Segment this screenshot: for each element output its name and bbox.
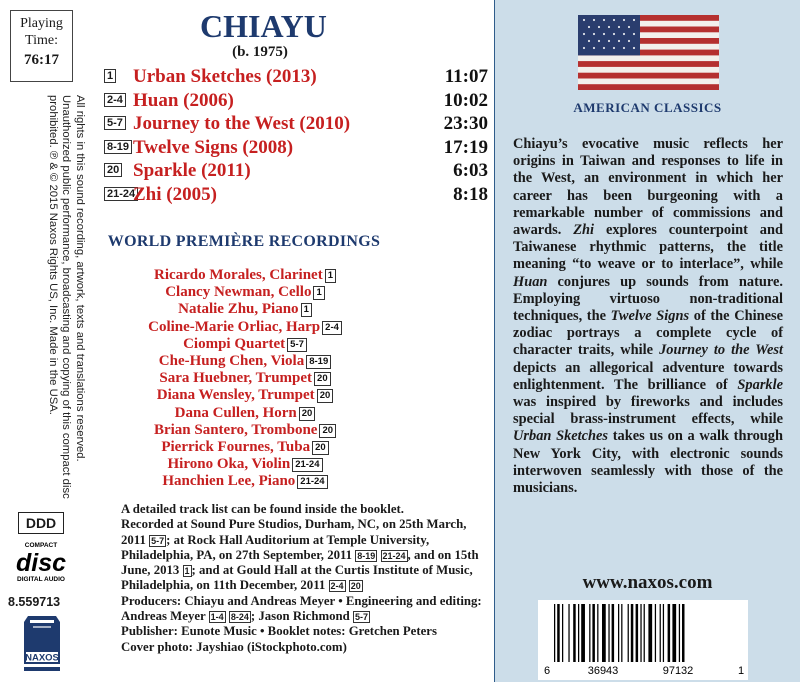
performer-tracks: 20 [319, 424, 336, 438]
performer-name: Coline-Marie Orliac, Harp [148, 318, 321, 335]
performer-tracks: 1 [325, 269, 336, 283]
performer-tracks: 1 [313, 286, 324, 300]
performer-tracks: 1 [301, 303, 312, 317]
barcode-bar [660, 604, 661, 662]
recording-info: Recorded at Sound Pure Studios, Durham, NC, on 25th March, 2011 5-7 ; at Rock Hall Auditorium at Temple University, Philadelphia, PA, on 27th September, 2011 8-19 21-24 , and on 15th June, 2013 1 ; and at Gould Hall at the Curtis Institute of Music, Philadelphia, on 11th December, 2011 2-4 20 [121, 517, 479, 593]
track-row [104, 137, 488, 161]
ddd-badge: DDD [18, 512, 64, 534]
producers-info: Producers: Chiayu and Andreas Meyer • Engineering and editing: Andreas Meyer 1-4 8-24 ; Jason Richmond 5-7 [121, 593, 482, 624]
track-duration: 17:19 [443, 136, 488, 158]
barcode-bar [668, 604, 671, 662]
track-duration: 10:02 [443, 89, 488, 111]
cd-logo-line3: DIGITAL AUDIO [17, 576, 65, 583]
barcode-bar [655, 604, 656, 662]
performer-item [100, 439, 390, 456]
playing-time-label-2: Time: [25, 33, 58, 48]
track-duration: 8:18 [453, 183, 488, 205]
barcode-bar [618, 604, 619, 662]
playing-time-box [10, 10, 73, 82]
track-ref: 5-7 [354, 612, 368, 623]
performer-name: Ciompi Quartet [183, 335, 286, 352]
composer-name: CHIAYU [200, 8, 327, 44]
barcode-bar [581, 604, 585, 662]
premiere-heading: WORLD PREMIÈRE RECORDINGS [107, 233, 381, 250]
barcode-bar [557, 604, 560, 662]
performer-name: Hirono Oka, Violin [167, 456, 291, 473]
american-classics-label: AMERICAN CLASSICS [573, 100, 722, 115]
performer-item [100, 422, 390, 439]
performer-item [100, 370, 390, 387]
track-number: 8-19 [104, 140, 132, 154]
track-ref: 20 [350, 581, 361, 592]
performer-item [100, 405, 390, 422]
track-row [104, 90, 488, 114]
performer-list [100, 267, 390, 491]
barcode-bar [602, 604, 606, 662]
barcode-digit-first: 6 [544, 665, 551, 677]
track-duration: 11:07 [444, 66, 488, 87]
barcode-bar [631, 604, 634, 662]
cover-photo-credit: Cover photo: Jayshiao (iStockphoto.com) [121, 639, 347, 654]
track-title: Journey to the West (2010) [133, 113, 351, 134]
track-ref: 1 [184, 566, 190, 577]
performer-item [100, 267, 390, 284]
track-title: Urban Sketches (2013) [133, 66, 317, 87]
track-title: Twelve Signs (2008) [133, 136, 294, 158]
performer-item [100, 353, 390, 370]
playing-time-label-1: Playing [20, 16, 63, 31]
performer-name: Clancy Newman, Cello [165, 284, 312, 301]
track-number: 2-4 [104, 93, 126, 107]
track-row [104, 113, 488, 137]
performer-name: Sara Huebner, Trumpet [159, 370, 313, 387]
barcode-bar [621, 604, 622, 662]
barcode-bar [663, 604, 664, 662]
barcode-bar [589, 604, 590, 662]
compact-disc-logo [14, 540, 68, 584]
track-ref: 1-4 [210, 612, 224, 623]
cd-logo-line2: disc [15, 549, 67, 577]
playing-time-value: 76:17 [24, 52, 59, 68]
performer-item [100, 456, 390, 473]
track-ref: 21-24 [382, 550, 406, 561]
track-title: Huan (2006) [133, 89, 234, 111]
barcode-bar [578, 604, 579, 662]
performer-item [100, 473, 390, 490]
track-title: Zhi (2005) [133, 183, 217, 205]
performer-item [100, 284, 390, 301]
barcode-bar [612, 604, 615, 662]
performer-tracks: 2-4 [322, 321, 342, 335]
performer-name: Che-Hung Chen, Viola [158, 353, 305, 370]
album-description: Chiayu’s evocative music reflects her origins in Taiwan and responses to life in the West, an environment in which her career has been burgeoning with a remarkable number of commissions and awards. Zhi explores counterpoint and Taiwanese rhythmic patterns, the title meaning “to weave or to interlace”, while Huan conjures up sounds from nature. Employing virtuoso non-traditional techniques, the Twelve Signs of the Chinese zodiac portrays a complete cycle of character traits, while Journey to the West depicts an allegorical adventure towards enlightenment. The brilliance of Sparkle was inspired by fireworks and includes special brass-instrument effects, while Urban Sketches takes us on a walk through New York City, with electronic sounds interwoven seamlessly with those of the musicians. [513, 136, 783, 497]
naxos-logo-text: NAXOS [25, 652, 59, 664]
recording-notes [121, 502, 491, 655]
performer-tracks: 20 [317, 389, 334, 403]
performer-item [100, 319, 390, 336]
performer-item [100, 336, 390, 353]
performer-tracks: 20 [314, 372, 331, 386]
barcode-bar [672, 604, 676, 662]
barcode [538, 600, 748, 680]
performer-name: Brian Santero, Trombone [153, 421, 318, 438]
track-number: 21-24 [104, 187, 138, 201]
performer-tracks: 20 [312, 441, 329, 455]
track-title: Sparkle (2011) [133, 160, 251, 181]
barcode-bar [608, 604, 609, 662]
website-url: www.naxos.com [582, 572, 713, 593]
track-duration: 23:30 [443, 113, 488, 134]
track-number: 20 [104, 163, 122, 177]
barcode-bar [644, 604, 645, 662]
composer-dates: (b. 1975) [232, 44, 288, 60]
performer-name: Ricardo Morales, Clarinet [153, 267, 323, 283]
barcode-group2: 97132 [662, 665, 694, 677]
cd-logo-line1: COMPACT [24, 542, 58, 549]
performer-name: Pierrick Fournes, Tuba [161, 439, 311, 456]
barcode-bar [682, 604, 685, 662]
barcode-bar [562, 604, 563, 662]
track-ref: 5-7 [151, 535, 165, 546]
performer-tracks: 21-24 [292, 458, 322, 472]
performer-tracks: 21-24 [297, 475, 327, 489]
barcode-digit-last: 1 [738, 665, 745, 677]
track-number: 5-7 [104, 116, 126, 130]
barcode-bar [554, 604, 555, 662]
performer-name: Diana Wensley, Trumpet [156, 387, 315, 404]
track-ref: 2-4 [330, 581, 344, 592]
publisher-info: Publisher: Eunote Music • Booklet notes: Gretchen Peters [121, 624, 437, 639]
track-list [104, 66, 488, 207]
barcode-bar [679, 604, 680, 662]
barcode-bar [573, 604, 576, 662]
performer-item [100, 387, 390, 404]
performer-name: Hanchien Lee, Piano [162, 473, 296, 490]
catalog-number: 8.559713 [8, 595, 61, 609]
naxos-logo [20, 612, 64, 676]
barcode-bar [628, 604, 629, 662]
american-flag-image [578, 15, 719, 90]
barcode-bar [640, 604, 641, 662]
barcode-bar [648, 604, 652, 662]
track-row [104, 66, 488, 90]
barcode-bar [636, 604, 639, 662]
performer-name: Dana Cullen, Horn [174, 404, 297, 421]
barcode-bar [592, 604, 595, 662]
performer-tracks: 5-7 [287, 338, 307, 352]
track-row [104, 160, 488, 184]
track-number: 1 [104, 69, 116, 83]
track-duration: 6:03 [453, 160, 488, 181]
track-row [104, 184, 488, 208]
barcode-bar [597, 604, 598, 662]
barcode-group1: 36943 [587, 665, 619, 677]
performer-item [100, 301, 390, 318]
booklet-note: A detailed track list can be found inside the booklet. [121, 502, 404, 516]
performer-tracks: 8-19 [306, 355, 331, 369]
barcode-bar [568, 604, 569, 662]
track-ref: 8-19 [357, 550, 376, 561]
track-ref: 8-24 [230, 612, 249, 623]
performer-name: Natalie Zhu, Piano [178, 301, 299, 318]
performer-tracks: 20 [299, 407, 316, 421]
rights-notice: All rights in this sound recording, artwork, texts and translations reserved. Unauthorized public performance, broadcasting and copying of this compact disc prohibited. ℗ & © 2015 Naxos Rights US, Inc. Made in the USA. [47, 95, 86, 499]
